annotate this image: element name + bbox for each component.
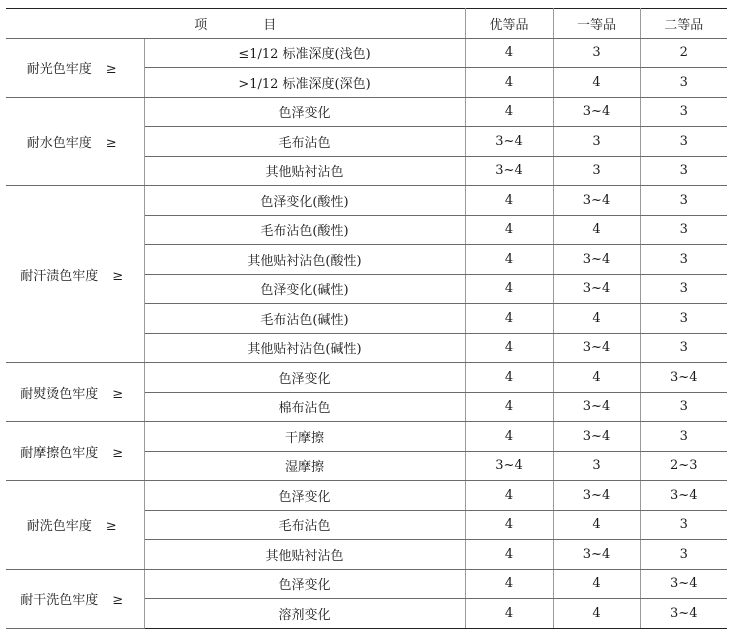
category-cell xyxy=(6,422,144,481)
item-cell: 毛布沾色(碱性) xyxy=(144,304,465,334)
table-row xyxy=(6,97,727,127)
ge-symbol: ≥ xyxy=(105,519,117,535)
table-wrapper xyxy=(6,8,727,629)
header-item xyxy=(6,9,465,39)
category-cell xyxy=(6,569,144,628)
grade-2-cell: 3~4 xyxy=(553,481,640,511)
grade-1-cell: 4 xyxy=(465,569,553,599)
grade-1-cell: 4 xyxy=(465,363,553,393)
grade-1-cell: 4 xyxy=(465,599,553,629)
item-cell: 色泽变化(碱性) xyxy=(144,274,465,304)
grade-3-cell: 3~4 xyxy=(640,363,727,393)
grade-2-cell: 3 xyxy=(553,156,640,186)
item-cell: 毛布沾色(酸性) xyxy=(144,215,465,245)
grade-1-cell: 4 xyxy=(465,38,553,68)
header-grade-1: 优等品 xyxy=(465,9,553,39)
grade-1-cell: 4 xyxy=(465,540,553,570)
grade-3-cell: 3 xyxy=(640,422,727,452)
header-item-left: 项 xyxy=(194,17,208,33)
grade-1-cell: 4 xyxy=(465,481,553,511)
grade-1-cell: 4 xyxy=(465,97,553,127)
grade-1-cell: 4 xyxy=(465,392,553,422)
table-row xyxy=(6,363,727,393)
item-cell: >1/12 标准深度(深色) xyxy=(144,68,465,98)
item-cell: 色泽变化 xyxy=(144,363,465,393)
category-label: 耐光色牢度 xyxy=(26,62,92,77)
category-label: 耐洗色牢度 xyxy=(26,519,92,535)
grade-3-cell: 3 xyxy=(640,274,727,304)
grade-3-cell: 3 xyxy=(640,156,727,186)
grade-1-cell: 4 xyxy=(465,186,553,216)
grade-2-cell: 4 xyxy=(553,510,640,540)
grade-1-cell: 4 xyxy=(465,333,553,363)
category-cell xyxy=(6,97,144,186)
grade-1-cell: 4 xyxy=(465,422,553,452)
grade-3-cell: 3 xyxy=(640,127,727,157)
category-label: 耐熨烫色牢度 xyxy=(20,386,99,402)
grade-2-cell: 4 xyxy=(553,363,640,393)
item-cell: 色泽变化 xyxy=(144,569,465,599)
ge-symbol: ≥ xyxy=(112,268,124,284)
item-cell: 色泽变化 xyxy=(144,97,465,127)
item-cell: 湿摩擦 xyxy=(144,451,465,481)
grade-1-cell: 4 xyxy=(465,274,553,304)
grade-2-cell: 3~4 xyxy=(553,186,640,216)
grade-2-cell: 3~4 xyxy=(553,274,640,304)
grade-1-cell: 3~4 xyxy=(465,127,553,157)
grade-3-cell: 3 xyxy=(640,510,727,540)
grade-3-cell: 3~4 xyxy=(640,481,727,511)
header-grade-3: 二等品 xyxy=(640,9,727,39)
item-cell: 毛布沾色 xyxy=(144,510,465,540)
colorfastness-table xyxy=(6,8,727,629)
ge-symbol: ≥ xyxy=(112,386,124,402)
grade-3-cell: 3 xyxy=(640,97,727,127)
grade-2-cell: 3~4 xyxy=(553,97,640,127)
grade-1-cell: 4 xyxy=(465,245,553,275)
header-row xyxy=(6,9,727,39)
item-cell: 毛布沾色 xyxy=(144,127,465,157)
ge-symbol: ≥ xyxy=(105,62,117,77)
grade-2-cell: 4 xyxy=(553,569,640,599)
category-cell xyxy=(6,38,144,97)
grade-3-cell: 3 xyxy=(640,215,727,245)
item-cell: 溶剂变化 xyxy=(144,599,465,629)
grade-2-cell: 3 xyxy=(553,451,640,481)
header-grade-2: 一等品 xyxy=(553,9,640,39)
item-cell: 其他贴衬沾色(酸性) xyxy=(144,245,465,275)
table-body xyxy=(6,38,727,628)
grade-3-cell: 3 xyxy=(640,333,727,363)
grade-1-cell: 4 xyxy=(465,510,553,540)
grade-2-cell: 3~4 xyxy=(553,245,640,275)
grade-3-cell: 3~4 xyxy=(640,569,727,599)
grade-2-cell: 4 xyxy=(553,599,640,629)
grade-1-cell: 3~4 xyxy=(465,451,553,481)
grade-1-cell: 4 xyxy=(465,304,553,334)
category-label: 耐汗渍色牢度 xyxy=(20,268,99,284)
item-cell: 其他贴衬沾色(碱性) xyxy=(144,333,465,363)
grade-1-cell: 4 xyxy=(465,215,553,245)
grade-3-cell: 2 xyxy=(640,38,727,68)
category-label: 耐摩擦色牢度 xyxy=(20,445,99,461)
table-row xyxy=(6,422,727,452)
category-label: 耐干洗色牢度 xyxy=(20,593,99,608)
grade-3-cell: 3 xyxy=(640,245,727,275)
table-row xyxy=(6,569,727,599)
grade-2-cell: 3 xyxy=(553,38,640,68)
grade-2-cell: 3~4 xyxy=(553,392,640,422)
item-cell: 其他贴衬沾色 xyxy=(144,540,465,570)
item-cell: 棉布沾色 xyxy=(144,392,465,422)
table-row xyxy=(6,481,727,511)
grade-2-cell: 4 xyxy=(553,304,640,334)
grade-2-cell: 3~4 xyxy=(553,422,640,452)
grade-3-cell: 3~4 xyxy=(640,599,727,629)
grade-3-cell: 3 xyxy=(640,540,727,570)
grade-3-cell: 3 xyxy=(640,392,727,422)
item-cell: ≤1/12 标准深度(浅色) xyxy=(144,38,465,68)
category-cell xyxy=(6,363,144,422)
ge-symbol: ≥ xyxy=(112,445,124,461)
grade-3-cell: 2~3 xyxy=(640,451,727,481)
item-cell: 其他贴衬沾色 xyxy=(144,156,465,186)
grade-3-cell: 3 xyxy=(640,186,727,216)
table-row xyxy=(6,38,727,68)
grade-2-cell: 4 xyxy=(553,215,640,245)
item-cell: 色泽变化 xyxy=(144,481,465,511)
category-cell xyxy=(6,481,144,570)
category-cell xyxy=(6,186,144,363)
table-row xyxy=(6,186,727,216)
header-item-right: 目 xyxy=(263,17,277,33)
grade-3-cell: 3 xyxy=(640,68,727,98)
ge-symbol: ≥ xyxy=(105,135,117,151)
grade-2-cell: 3~4 xyxy=(553,333,640,363)
grade-1-cell: 4 xyxy=(465,68,553,98)
item-cell: 色泽变化(酸性) xyxy=(144,186,465,216)
item-cell: 干摩擦 xyxy=(144,422,465,452)
ge-symbol: ≥ xyxy=(112,593,124,608)
grade-3-cell: 3 xyxy=(640,304,727,334)
grade-2-cell: 3~4 xyxy=(553,540,640,570)
grade-2-cell: 4 xyxy=(553,68,640,98)
grade-2-cell: 3 xyxy=(553,127,640,157)
grade-1-cell: 3~4 xyxy=(465,156,553,186)
category-label: 耐水色牢度 xyxy=(26,135,92,151)
